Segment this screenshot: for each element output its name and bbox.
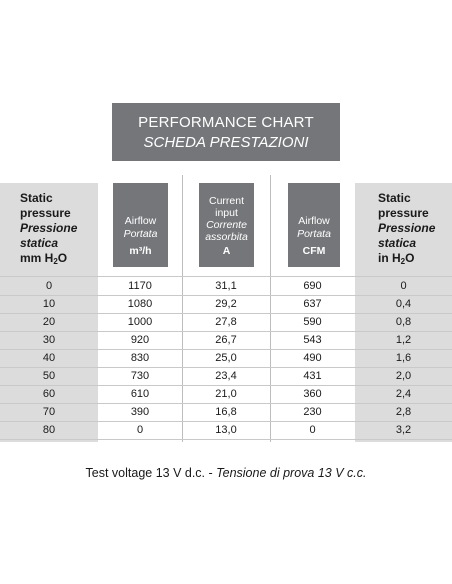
header-label: Static — [20, 191, 53, 205]
header-unit: A — [222, 245, 231, 257]
table-cell: 1170 — [128, 280, 152, 292]
table-cell: 390 — [130, 406, 150, 418]
table-cell: 26,7 — [215, 334, 237, 346]
test-voltage-english: Test voltage 13 V d.c. - — [85, 466, 217, 480]
table-cell: 1000 — [127, 316, 153, 328]
table-cell: 230 — [303, 406, 322, 418]
table-cell: 31,1 — [215, 280, 237, 292]
table-cell: 80 — [42, 424, 56, 436]
table-cell: 543 — [303, 334, 322, 346]
table-cell: 3,2 — [395, 424, 412, 436]
table-cell: 50 — [42, 370, 56, 382]
header-label: input — [215, 207, 238, 219]
header-unit — [378, 251, 435, 269]
unit-subscript: 2 — [400, 257, 406, 266]
table-cell: 360 — [303, 388, 322, 400]
table-cell: 25,0 — [215, 352, 237, 364]
test-voltage-note — [0, 466, 452, 480]
header-label: Pressione — [378, 221, 436, 235]
header-label: Airflow — [124, 215, 157, 227]
table-cell: 0 — [45, 280, 53, 292]
header-label: Pressione — [20, 221, 78, 235]
header-label: pressure — [20, 206, 71, 220]
table-cell: 29,2 — [215, 298, 237, 310]
header-static-pressure-in — [378, 191, 435, 269]
unit-text: O — [405, 251, 415, 265]
table-cell: 637 — [303, 298, 322, 310]
table-cell: 431 — [303, 370, 322, 382]
table-cell: 0 — [136, 424, 144, 436]
header-label: Portata — [297, 228, 331, 240]
table-cell: 40 — [42, 352, 56, 364]
header-label: pressure — [378, 206, 429, 220]
table-cell: 21,0 — [215, 388, 237, 400]
table-cell: 13,0 — [215, 424, 237, 436]
chart-title-italian: SCHEDA PRESTAZIONI — [143, 134, 309, 151]
table-cell: 1,2 — [395, 334, 412, 346]
header-airflow-m3h — [113, 183, 168, 267]
table-cell: 830 — [130, 352, 150, 364]
header-label: Airflow — [298, 215, 330, 227]
table-cell: 2,8 — [395, 406, 412, 418]
unit-subscript: 2 — [53, 257, 58, 266]
header-unit — [20, 251, 77, 269]
header-unit: m³/h — [129, 245, 152, 257]
table-cell: 730 — [130, 370, 150, 382]
table-cell: 23,4 — [215, 370, 237, 382]
table-cell: 2,0 — [395, 370, 412, 382]
header-label: statica — [20, 236, 59, 250]
header-label: Portata — [123, 228, 158, 240]
table-cell: 16,8 — [215, 406, 237, 418]
table-cell: 590 — [303, 316, 322, 328]
table-cell: 10 — [42, 298, 56, 310]
table-row-rule — [0, 439, 452, 440]
table-cell: 27,8 — [215, 316, 237, 328]
table-cell: 920 — [130, 334, 150, 346]
unit-text: in H — [378, 251, 401, 265]
header-static-pressure-mm — [20, 191, 77, 269]
table-cell: 30 — [42, 334, 56, 346]
table-cell: 490 — [303, 352, 322, 364]
unit-text: mm H — [20, 251, 54, 265]
table-cell: 2,4 — [395, 388, 412, 400]
header-label: Corrente — [206, 219, 247, 231]
header-label: Current — [208, 195, 244, 207]
table-cell: 60 — [42, 388, 56, 400]
header-label: Static — [378, 191, 411, 205]
table-cell: 70 — [42, 406, 56, 418]
header-unit: CFM — [302, 245, 326, 257]
table-cell: 1080 — [127, 298, 153, 310]
table-cell: 690 — [303, 280, 322, 292]
table-cell: 1,6 — [395, 352, 412, 364]
test-voltage-italian: Tensione di prova 13 V c.c. — [216, 466, 367, 480]
unit-text: O — [57, 251, 68, 265]
table-cell: 610 — [130, 388, 150, 400]
table-cell: 0 — [309, 424, 316, 436]
header-label: assorbita — [205, 231, 248, 243]
table-cell: 0,8 — [395, 316, 412, 328]
table-cell: 20 — [42, 316, 56, 328]
table-cell: 0,4 — [395, 298, 412, 310]
header-label: statica — [378, 236, 417, 250]
chart-title-english: PERFORMANCE CHART — [138, 114, 314, 131]
header-current-input — [199, 183, 254, 267]
chart-title-box — [112, 103, 340, 161]
header-airflow-cfm — [288, 183, 340, 267]
table-cell: 0 — [400, 280, 407, 292]
